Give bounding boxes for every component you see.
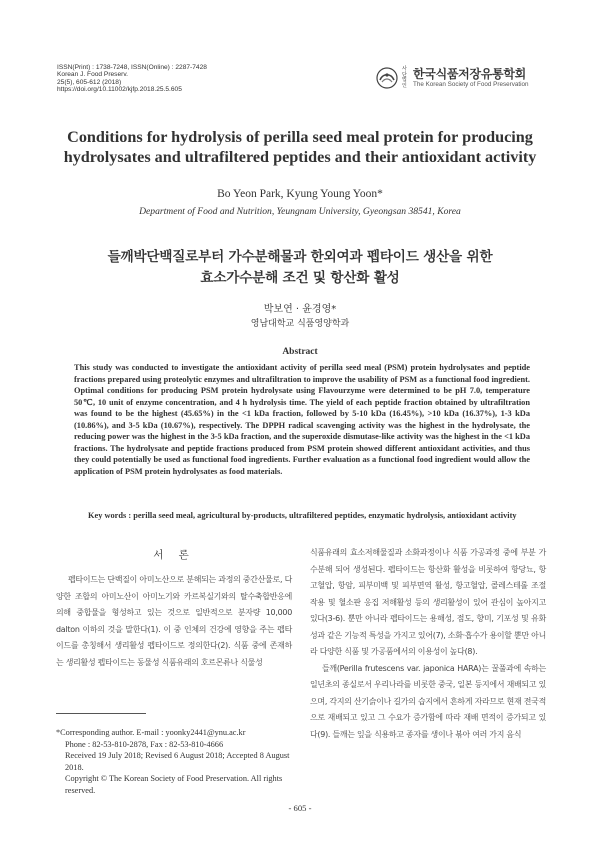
article-title-english: Conditions for hydrolysis of perilla seed meal protein for producing hydrolysates and ultrafiltered peptides and their antioxidant activity — [63, 128, 537, 166]
affiliation-english: Department of Food and Nutrition, Yeungnam University, Gyeongsan 38541, Korea — [139, 206, 461, 217]
keywords-label: Key words — [88, 511, 127, 520]
journal-abbrev: Korean J. Food Preserv. — [57, 71, 128, 79]
authors-korean: 박보연 · 윤경영* — [263, 304, 337, 315]
affiliation-korean: 영남대학교 식품영양학과 — [250, 319, 350, 329]
footnote — [56, 727, 292, 797]
received-dates: Received 19 July 2018; Revised 6 August 2018; Accepted 8 August 2018. — [65, 751, 290, 772]
society-emblem-icon — [376, 67, 398, 89]
intro-paragraph-2: 들깨(Perilla frutescens var. japonica HARA)는 꿀풀과에 속하는 일년초의 종실로서 우리나라를 비롯한 중국, 일본 등지에서 재배되고 있으며, 각지의 산기슭이나 길가의 습지에서 흔하게 자라므로 현재 전국적으로 재배되고 있고 그 수요가 증가함에 따라 재배 면적이 증가되고 있다(9). 들깨는 잎을 식용하고 종자를 생이나 볶아 여러 가지 음식 — [310, 663, 546, 739]
left-column — [56, 572, 292, 671]
keywords-list: : perilla seed meal, agricultural by-products, ultrafiltered peptides, enzymatic hydrolysis, antioxidant activity — [126, 511, 517, 520]
intro-paragraph-1: 펩타이드는 단백질이 아미노산으로 분해되는 과정의 중간산물로, 다양한 조합의 아미노산이 아미노기와 카르복실기와의 탈수축합반응에 의해 중합물을 형성하고 있는 것으로 일반적으로 분자량 10,000 dalton 이하의 것을 말한다(1). 이 중 인체의 건강에 영향을 주는 펩타이드를 총칭해서 생리활성 펩타이드로 정의한다(2). 식품 중에 존재하는 생리활성 펩타이드는 동물성 식품유래의 호르몬류나 식물성 — [56, 575, 292, 667]
abstract-body: This study was conducted to investigate the antioxidant activity of perilla seed meal (PSM) protein hydrolysates and peptide fractions prepared using proteolytic enzymes and ultrafiltration to improve the usability of PSM as a functional food ingredient. Optimal conditions for producing PSM protein hydrolysate using Flavourzyme were determined to be pH 7.0, temperature 50℃, 10 unit of enzyme concentration, and 4 h hydrolysis time. The yield of each peptide fraction obtained by ultrafiltration was found to be the highest (45.65%) in the <1 kDa fraction, followed by 5-10 kDa (16.45%), >10 kDa (16.37%), 1-3 kDa (10.86%), and 3-5 kDa (10.67%), respectively. The DPPH radical scavenging activity was the highest in the hydrolysate, the reducing power was the highest in the 3-5 kDa fraction, and the superoxide dismutase-like activity was the highest in the <1 kDa fractions. The hydrolysate and peptide fractions produced from PSM protein showed different antioxidant activities, and thus they could potentially be used as functional food ingredients. Further evaluation as a functional food ingredient would allow the application of PSM protein hydrolysates as food materials. — [74, 363, 530, 476]
corresponding-author: *Corresponding author. E-mail : yoonky2441@ynu.ac.kr — [56, 728, 246, 737]
title-korean-line1: 들깨박단백질로부터 가수분해물과 한외여과 펩타이드 생산을 위한 — [107, 249, 493, 265]
copyright-notice: Copyright © The Korean Society of Food Preservation. All rights reserved. — [65, 774, 283, 795]
society-logo — [376, 67, 529, 89]
section-heading-introduction: 서 론 — [153, 549, 195, 561]
page-number: - 605 - — [288, 803, 312, 813]
volume-pages: 25(5), 605-612 (2018) — [57, 78, 122, 86]
title-korean-line2: 효소가수분해 조건 및 항산화 활성 — [200, 269, 400, 286]
article-title-korean — [0, 247, 600, 288]
contact-phone-fax: Phone : 82-53-810-2878, Fax : 82-53-810-4666 — [65, 739, 224, 749]
intro-paragraph-1-continued: 식품유래의 효소저해물질과 소화과정이나 식품 가공과정 중에 부분 가수분해 되어 생성된다. 펩타이드는 항산화 활성을 비롯하여 항당뇨, 항고혈압, 항암, 피부미백 및 피부면역 활성, 항고혈압, 콜레스테롤 조절 작용 및 혈소판 응집 저해활성 등의 생리활성이 있어 관심이 높아지고 있다(3-6). 뿐만 아니라 펩타이드는 용해성, 점도, 향미, 기포성 및 유화성과 같은 기능적 특성을 가지고 있어(7), 소화·흡수가 용이할 뿐만 아니라 다양한 식품 및 가공품에서의 이용성이 높다(8). — [310, 548, 546, 656]
logo-prefix: 사단법인 — [402, 66, 407, 89]
right-column — [310, 545, 546, 743]
issn-line: ISSN(Print) : 1738-7248, ISSN(Online) : 2287-7428 — [57, 64, 207, 71]
keywords-line — [88, 511, 548, 520]
society-name-korean: 한국식품저장유통학회 — [413, 66, 526, 81]
doi-link[interactable]: https://doi.org/10.11002/kjfp.2018.25.5.605 — [57, 85, 182, 93]
society-name-english: The Korean Society of Food Preservation — [413, 80, 529, 88]
journal-meta — [57, 64, 207, 93]
authors-english: Bo Yeon Park, Kyung Young Yoon* — [217, 188, 383, 200]
abstract-heading: Abstract — [282, 347, 318, 357]
footnote-divider — [56, 713, 146, 714]
